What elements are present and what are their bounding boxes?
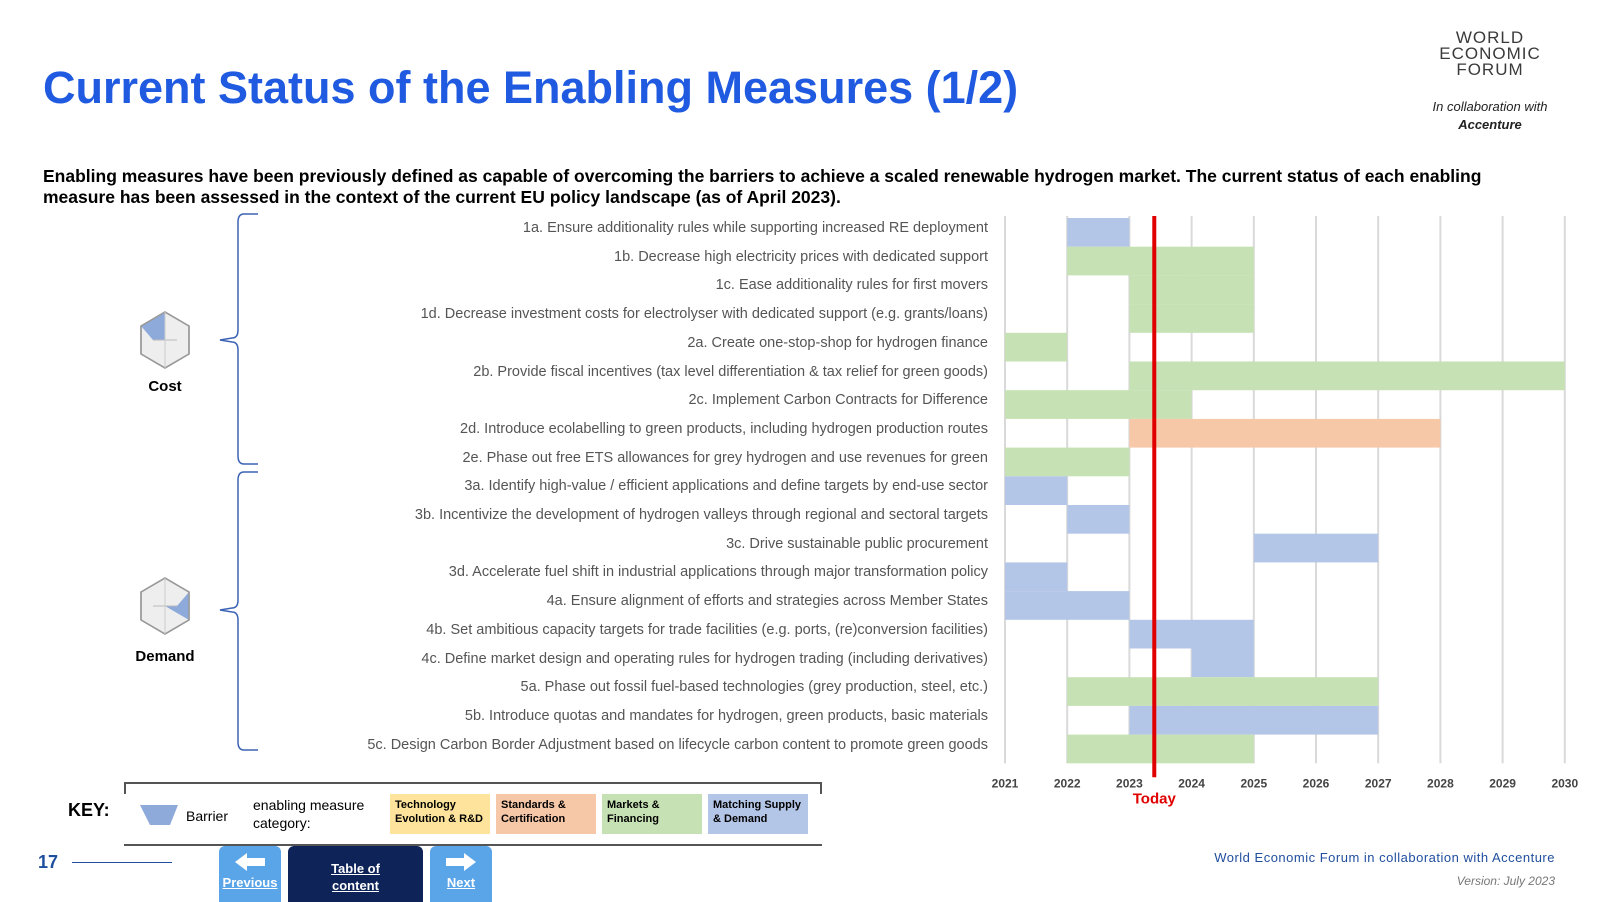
measure-label: 4a. Ensure alignment of efforts and strategies across Member States — [546, 593, 988, 610]
gantt-bar — [1067, 247, 1254, 276]
gantt-bar — [1005, 591, 1129, 620]
x-tick-label: 2027 — [1364, 776, 1392, 791]
gantt-bar — [1067, 218, 1129, 247]
gantt-bar — [1005, 390, 1192, 419]
category-brackets — [120, 210, 270, 770]
key-chip-matching-label: Matching Supply & Demand — [713, 799, 801, 825]
key-category-label: enabling measure category: — [253, 797, 365, 831]
hexagon-barrier-icon — [141, 578, 189, 634]
x-tick-label: 2024 — [1178, 776, 1205, 791]
gantt-bar — [1005, 562, 1067, 591]
key-chip-technology-label: Technology Evolution & R&D — [395, 799, 483, 825]
collab-name: Accenture — [1458, 117, 1522, 132]
key-chip-standards-label: Standards & Certification — [501, 799, 566, 825]
x-tick-label: 2022 — [1053, 776, 1081, 791]
measure-label: 5b. Introduce quotas and mandates for hydrogen, green products, basic materials — [464, 707, 988, 724]
gantt-bar — [1192, 649, 1254, 678]
gantt-bar — [1129, 275, 1253, 304]
collaboration-note — [1410, 98, 1570, 134]
x-tick-label: 2025 — [1240, 776, 1268, 791]
version-label: Version: July 2023 — [1456, 874, 1555, 888]
measure-label: 2b. Provide fiscal incentives (tax level differentiation & tax relief for green goods) — [473, 363, 988, 380]
page-number: 17 — [38, 852, 59, 872]
intro-text: Enabling measures have been previously defined as capable of overcoming the barriers to achieve a scaled renewable hydrogen market. The current status of each enabling measure has been assessed in the context of the current EU policy landscape (as of April 2023). — [43, 166, 1482, 207]
x-tick-label: 2029 — [1489, 776, 1516, 791]
measure-label: 5c. Design Carbon Border Adjustment based on lifecycle carbon content to promote green goods — [367, 736, 988, 753]
previous-button[interactable] — [219, 846, 281, 902]
measure-label: 3a. Identify high-value / efficient applications and define targets by end-use sector — [464, 478, 988, 495]
hexagon-barrier-icon — [141, 312, 189, 368]
logo-line-1: WORLD — [1455, 28, 1525, 47]
x-tick-label: 2030 — [1551, 776, 1579, 791]
gantt-bar — [1005, 476, 1067, 505]
gantt-bar — [1129, 706, 1378, 735]
table-of-content-button[interactable] — [288, 846, 423, 902]
x-tick-label: 2026 — [1302, 776, 1330, 791]
measure-label: 3c. Drive sustainable public procurement — [726, 535, 988, 552]
key-chip-standards — [496, 794, 596, 834]
key-title: KEY: — [68, 800, 110, 820]
measure-label: 2a. Create one-stop-shop for hydrogen finance — [687, 334, 988, 351]
next-label: Next — [446, 875, 476, 890]
logo-line-2: ECONOMIC — [1439, 44, 1541, 63]
measure-label: 2c. Implement Carbon Contracts for Difference — [688, 392, 988, 409]
category-label-cost: Cost — [148, 378, 182, 395]
gantt-bar — [1129, 304, 1253, 333]
measure-label: 3d. Accelerate fuel shift in industrial applications through major transformation policy — [448, 564, 988, 581]
footer-credit: World Economic Forum in collaboration with Accenture — [1214, 850, 1555, 865]
x-tick-label: 2023 — [1116, 776, 1143, 791]
measure-label: 4b. Set ambitious capacity targets for trade facilities (e.g. ports, (re)conversion facilities) — [426, 621, 988, 638]
measure-label: 1a. Ensure additionality rules while supporting increased RE deployment — [522, 220, 988, 236]
measure-label: 3b. Incentivize the development of hydrogen valleys through regional and sectoral targets — [414, 507, 988, 523]
gantt-bar — [1129, 620, 1253, 649]
category-label-demand: Demand — [135, 648, 195, 665]
previous-label: Previous — [222, 875, 278, 890]
gantt-bar — [1067, 735, 1254, 764]
x-tick-label: 2021 — [991, 776, 1019, 791]
collab-prefix: In collaboration with — [1432, 99, 1548, 114]
wef-logo — [1420, 30, 1560, 78]
arrow-left-icon — [233, 852, 267, 872]
gantt-bar — [1067, 677, 1378, 706]
key-barrier-label: Barrier — [186, 808, 229, 824]
gantt-bar — [1005, 333, 1067, 362]
gantt-bar — [1254, 534, 1378, 563]
next-button[interactable] — [430, 846, 492, 902]
today-label: Today — [1132, 790, 1176, 808]
gantt-bar — [1005, 448, 1129, 477]
demand-bracket — [220, 472, 258, 750]
key-chip-matching — [708, 794, 808, 834]
gantt-bar — [1129, 362, 1564, 391]
measure-label: 1b. Decrease high electricity prices with dedicated support — [614, 248, 988, 265]
gantt-bar — [1067, 505, 1129, 534]
key-chip-markets-label: Markets & Financing — [607, 799, 660, 825]
page-title: Current Status of the Enabling Measures (1/2) — [43, 62, 1019, 113]
measure-label: 1c. Ease additionality rules for first movers — [715, 277, 988, 294]
gantt-chart — [991, 216, 1590, 808]
measure-label: 1d. Decrease investment costs for electrolyser with dedicated support (e.g. grants/loans) — [420, 306, 988, 323]
page-number-rule — [72, 862, 172, 863]
key-chip-technology — [390, 794, 490, 834]
key-chip-markets — [602, 794, 702, 834]
measure-label: 2e. Phase out free ETS allowances for grey hydrogen and use revenues for green — [462, 449, 988, 466]
gantt-bar — [1129, 419, 1440, 448]
barrier-icon — [140, 803, 180, 827]
cost-bracket — [220, 214, 258, 464]
measure-label: 5a. Phase out fossil fuel-based technologies (grey production, steel, etc.) — [520, 679, 988, 696]
toc-label: Table of content — [331, 861, 380, 893]
measure-label: 2d. Introduce ecolabelling to green products, including hydrogen production routes — [460, 420, 988, 437]
logo-line-3: FORUM — [1456, 60, 1524, 79]
x-tick-label: 2028 — [1427, 776, 1454, 791]
measure-label: 4c. Define market design and operating rules for hydrogen trading (including derivatives) — [421, 650, 988, 667]
arrow-right-icon — [444, 852, 478, 872]
